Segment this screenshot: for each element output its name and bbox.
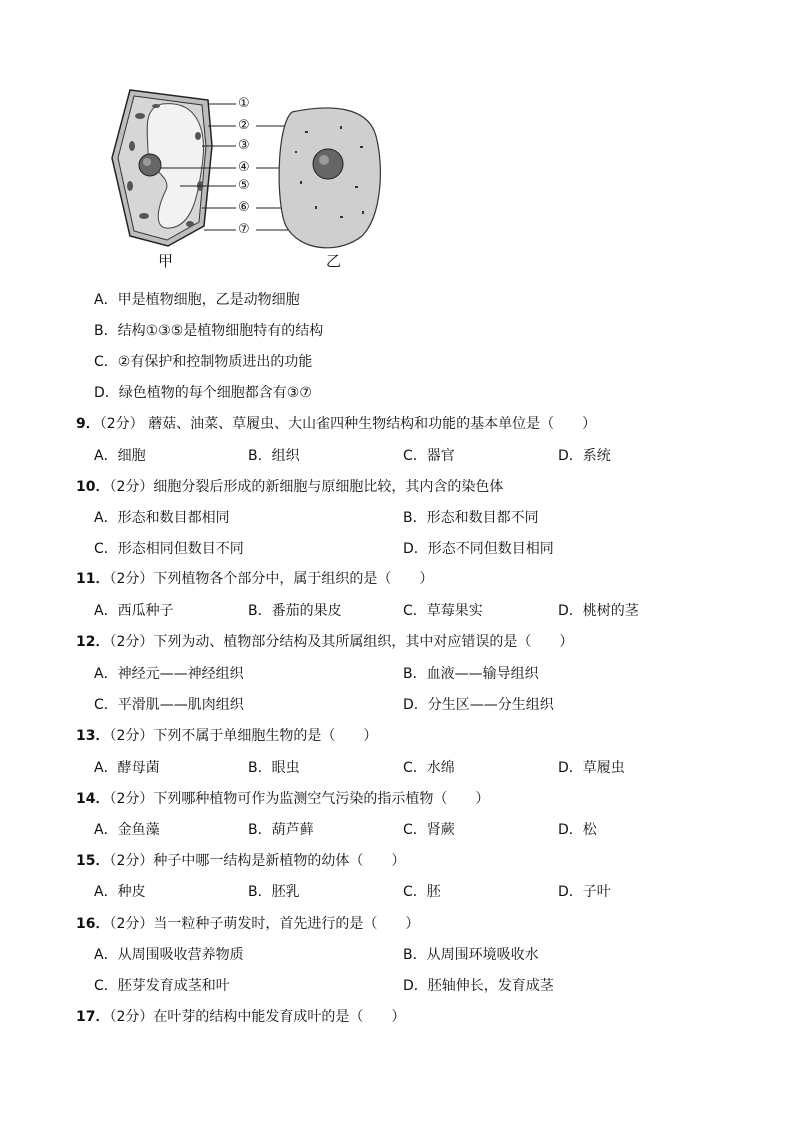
- q9-option-d: D．系统: [558, 448, 611, 464]
- q14-option-b: B．葫芦藓: [248, 822, 314, 838]
- question-17: [76, 1007, 405, 1027]
- question-11: [76, 569, 433, 589]
- q16-option-a: A．从周围吸收营养物质: [94, 947, 244, 963]
- question-number: 10．: [76, 479, 110, 495]
- q16-option-c: C．胚芽发育成茎和叶: [94, 978, 230, 994]
- question-number: 11．: [76, 571, 110, 587]
- question-9: [76, 414, 596, 434]
- callout-2: ②: [238, 118, 250, 133]
- q8-option-b: B．结构①③⑤是植物细胞特有的结构: [94, 323, 324, 339]
- question-15: [76, 851, 405, 871]
- callout-5: ⑤: [238, 178, 250, 193]
- q16-option-d: D．胚轴伸长，发育成茎: [403, 978, 554, 994]
- question-number: 13．: [76, 728, 110, 744]
- q15-option-c: C．胚: [403, 884, 441, 900]
- q8-option-a: A．甲是植物细胞，乙是动物细胞: [94, 292, 300, 308]
- question-number: 16．: [76, 916, 110, 932]
- callout-6: ⑥: [238, 200, 250, 215]
- question-13: [76, 726, 377, 746]
- question-number: 17．: [76, 1009, 110, 1025]
- q12-option-d: D．分生区——分生组织: [403, 697, 554, 713]
- q8-option-c: C．②有保护和控制物质进出的功能: [94, 354, 313, 370]
- figure-label-jia: 甲: [158, 252, 174, 270]
- figure-label-yi: 乙: [326, 252, 342, 270]
- cell-diagram: [100, 86, 400, 272]
- cell-diagram-svg: [100, 86, 400, 272]
- question-text: （2分）下列为动、植物部分结构及其所属组织，其中对应错误的是（ ）: [109, 634, 574, 650]
- q14-option-c: C．肾蕨: [403, 822, 455, 838]
- q16-option-b: B．从周围环境吸收水: [403, 947, 539, 963]
- animal-cell-nucleus: [313, 149, 343, 179]
- q13-option-c: C．水绵: [403, 760, 455, 776]
- question-10: [76, 477, 503, 497]
- q12-option-b: B．血液——输导组织: [403, 666, 539, 682]
- q11-option-b: B．番茄的果皮: [248, 603, 342, 619]
- question-text: （2分）下列植物各个部分中，属于组织的是（ ）: [109, 571, 434, 587]
- plant-cell-nucleus: [139, 154, 161, 176]
- question-number: 9．: [76, 416, 100, 432]
- callout-1: ①: [238, 96, 250, 111]
- q8-option-d: D．绿色植物的每个细胞都含有③⑦: [94, 385, 312, 401]
- callout-4: ④: [238, 160, 250, 175]
- question-16: [76, 914, 419, 934]
- q10-option-c: C．形态相同但数目不同: [94, 541, 244, 557]
- q14-option-d: D．松: [558, 822, 597, 838]
- callout-3: ③: [238, 138, 250, 153]
- q13-option-b: B．眼虫: [248, 760, 300, 776]
- question-text: （2分）下列不属于单细胞生物的是（ ）: [109, 728, 378, 744]
- q15-option-d: D．子叶: [558, 884, 611, 900]
- question-number: 15．: [76, 853, 110, 869]
- q15-option-b: B．胚乳: [248, 884, 300, 900]
- question-text: （2分）当一粒种子萌发时，首先进行的是（ ）: [109, 916, 420, 932]
- q13-option-d: D．草履虫: [558, 760, 625, 776]
- question-number: 14．: [76, 791, 110, 807]
- q11-option-d: D．桃树的茎: [558, 603, 639, 619]
- q13-option-a: A．酵母菌: [94, 760, 160, 776]
- question-text: （2分） 蘑菇、油菜、草履虫、大山雀四种生物结构和功能的基本单位是（ ）: [99, 416, 597, 432]
- q9-option-b: B．组织: [248, 448, 300, 464]
- question-text: （2分）种子中哪一结构是新植物的幼体（ ）: [109, 853, 406, 869]
- q9-option-c: C．器官: [403, 448, 455, 464]
- q10-option-a: A．形态和数目都相同: [94, 510, 230, 526]
- q9-option-a: A．细胞: [94, 448, 146, 464]
- q10-option-b: B．形态和数目都不同: [403, 510, 539, 526]
- question-12: [76, 632, 573, 652]
- question-text: （2分）下列哪种植物可作为监测空气污染的指示植物（ ）: [109, 791, 490, 807]
- q11-option-a: A．西瓜种子: [94, 603, 174, 619]
- callout-7: ⑦: [238, 222, 250, 237]
- question-number: 12．: [76, 634, 110, 650]
- q15-option-a: A．种皮: [94, 884, 146, 900]
- q10-option-d: D．形态不同但数目相同: [403, 541, 554, 557]
- q11-option-c: C．草莓果实: [403, 603, 483, 619]
- question-14: [76, 789, 489, 809]
- question-text: （2分）细胞分裂后形成的新细胞与原细胞比较，其内含的染色体: [109, 479, 504, 495]
- question-text: （2分）在叶芽的结构中能发育成叶的是（ ）: [109, 1009, 406, 1025]
- q12-option-c: C．平滑肌——肌肉组织: [94, 697, 244, 713]
- q14-option-a: A．金鱼藻: [94, 822, 160, 838]
- q12-option-a: A．神经元——神经组织: [94, 666, 244, 682]
